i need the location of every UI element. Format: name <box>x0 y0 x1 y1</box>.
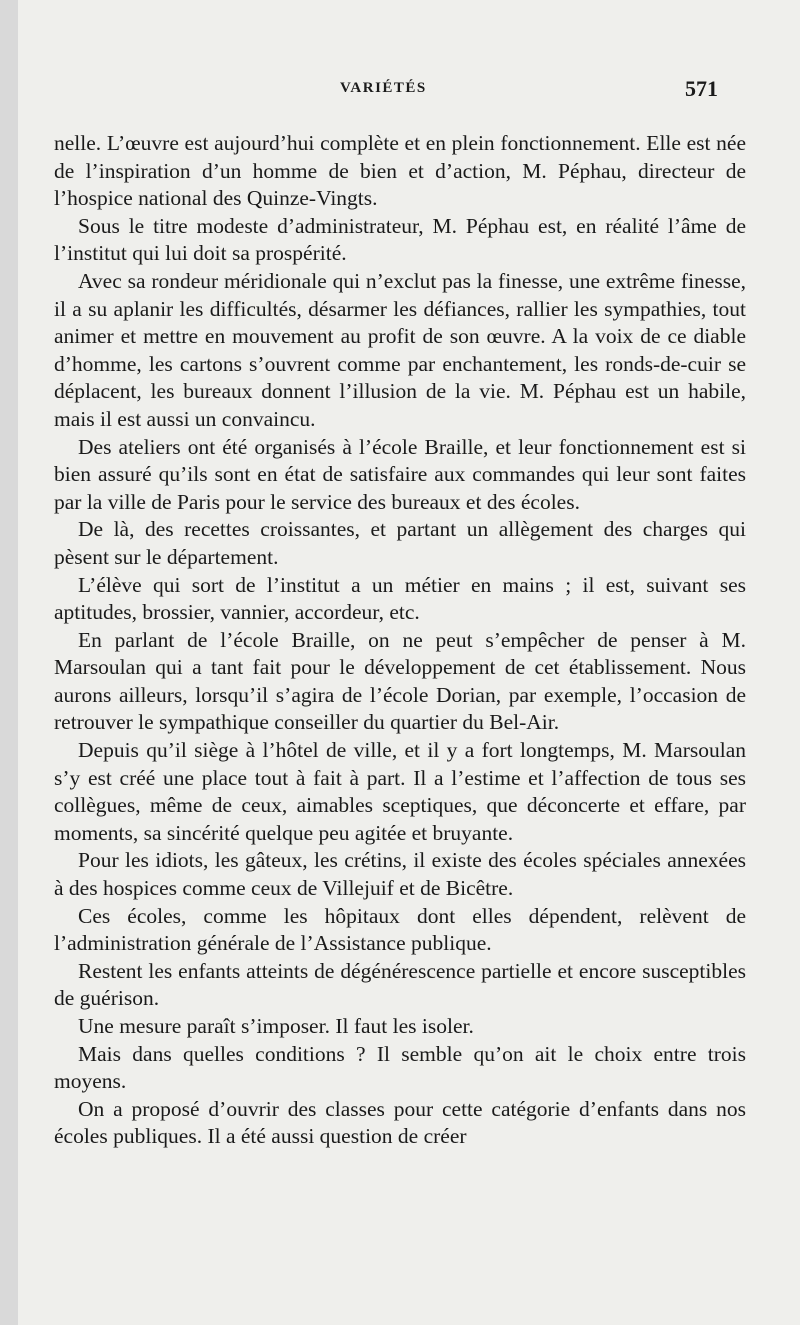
paragraph: Des ateliers ont été organisés à l’école Braille, et leur fonctionnement est si bien assuré qu’ils sont en état de satisfaire aux commandes qui leur sont faites par la ville de Paris pour le service des bureaux et des écoles. <box>54 434 746 514</box>
page-number: 571 <box>685 76 718 101</box>
paragraph: Ces écoles, comme les hôpitaux dont elles dépendent, relèvent de l’administration générale de l’Assistance publique. <box>54 903 746 956</box>
paragraph: En parlant de l’école Braille, on ne peut s’empêcher de penser à M. Marsoulan qui a tant fait pour le développement de cet établissement. Nous aurons ailleurs, lorsqu’il s’agira de l’école Dorian, par exemple, l’occasion de retrouver le sympathique conseiller du quartier du Bel-Air. <box>54 627 746 735</box>
page-header <box>18 76 800 106</box>
paragraph: Mais dans quelles conditions ? Il semble qu’on ait le choix entre trois moyens. <box>54 1041 746 1094</box>
paragraph: Depuis qu’il siège à l’hôtel de ville, et il y a fort longtemps, M. Marsoulan s’y est créé une place tout à fait à part. Il a l’estime et l’affection de tous ses collègues, même de ceux, aimables sceptiques, que déconcerte et effare, par moments, sa sincérité quelque peu agitée et bruyante. <box>54 738 746 845</box>
paragraph: Restent les enfants atteints de dégénérescence partielle et encore susceptibles de guérison. <box>54 958 746 1011</box>
paragraph: On a proposé d’ouvrir des classes pour cette catégorie d’enfants dans nos écoles publiques. Il a été aussi question de créer <box>54 1096 746 1149</box>
paragraph: Avec sa rondeur méridionale qui n’exclut pas la finesse, une extrême finesse, il a su aplanir les difficultés, désarmer les défiances, rallier les sympathies, tout animer et mettre en mouvement au profit de son œuvre. A la voix de ce diable d’homme, les cartons s’ouvrent comme par enchantement, les ronds-de-cuir se déplacent, les bureaux donnent l’illusion de la vie. M. Péphau est un habile, mais il est aussi un convaincu. <box>54 268 746 431</box>
paragraph: L’élève qui sort de l’institut a un métier en mains ; il est, suivant ses aptitudes, brossier, vannier, accordeur, etc. <box>54 572 746 625</box>
paragraph: Sous le titre modeste d’administrateur, M. Péphau est, en réalité l’âme de l’institut qui lui doit sa prospérité. <box>54 213 746 266</box>
running-head: VARIÉTÉS <box>340 80 427 96</box>
book-page <box>18 0 800 1325</box>
body-text <box>54 130 746 1151</box>
paragraph: Une mesure paraît s’imposer. Il faut les isoler. <box>78 1014 474 1038</box>
paragraph-continued: nelle. L’œuvre est aujourd’hui complète et en plein fonctionnement. Elle est née de l’inspiration d’un homme de bien et d’action, M. Péphau, directeur de l’hospice national des Quinze-Vingts. <box>54 131 746 211</box>
paragraph: De là, des recettes croissantes, et partant un allègement des charges qui pèsent sur le département. <box>54 517 746 569</box>
paragraph: Pour les idiots, les gâteux, les crétins, il existe des écoles spéciales annexées à des hospices comme ceux de Villejuif et de Bicêtre. <box>54 848 746 901</box>
